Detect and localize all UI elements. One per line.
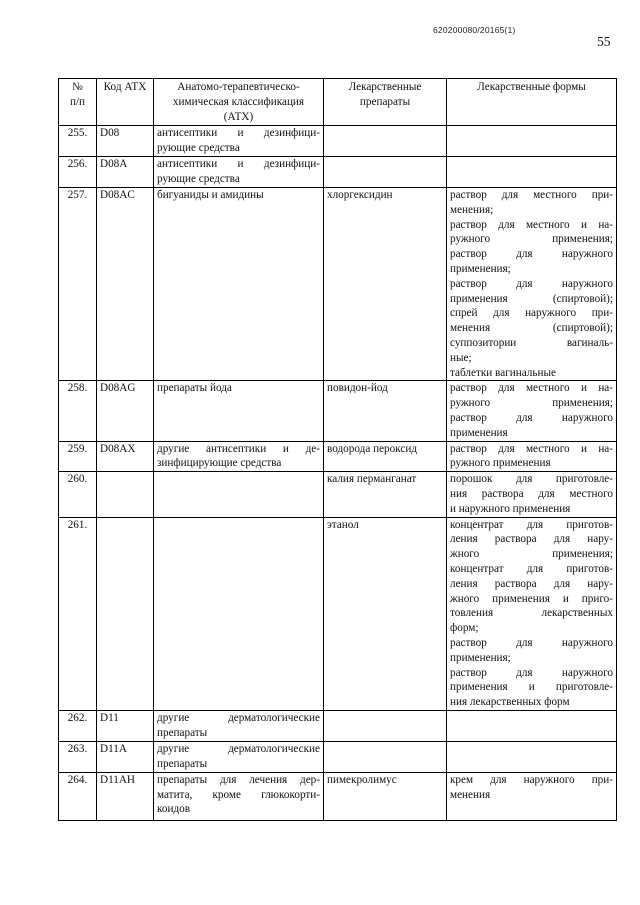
cell-drug: этанол <box>324 517 447 710</box>
cell-drug <box>324 157 447 188</box>
cell-text-line: порошок для приготовле- <box>450 473 613 486</box>
cell-text-line: крем для наружного при- <box>450 773 613 786</box>
cell-classification <box>154 741 324 772</box>
cell-text-line: раствор для местного и на- <box>450 382 613 395</box>
cell-row-number: 258. <box>59 381 97 441</box>
cell-text-line: и наружного применения <box>450 502 571 515</box>
cell-text-line: другие дерматологические <box>157 742 320 755</box>
cell-classification <box>154 188 324 381</box>
cell-row-number: 264. <box>59 772 97 820</box>
cell-text-line: антисептики и дезинфици- <box>157 158 320 170</box>
cell-text-line: ления раствора для нару- <box>450 577 613 590</box>
cell-text-line: раствор для наружного <box>450 411 613 424</box>
cell-row-number: 262. <box>59 710 97 741</box>
table-row <box>59 710 617 741</box>
cell-text-line: рующие средства <box>157 141 240 154</box>
cell-atc-code: D11 <box>97 710 154 741</box>
cell-row-number: 263. <box>59 741 97 772</box>
cell-text-line: другие антисептики и де- <box>157 442 320 455</box>
table-body <box>59 126 617 821</box>
cell-dosage-forms <box>447 126 617 157</box>
cell-dosage-forms <box>447 741 617 772</box>
table-row <box>59 741 617 772</box>
cell-text-line: ния раствора для местного <box>450 487 613 500</box>
cell-dosage-forms <box>447 157 617 188</box>
cell-row-number: 260. <box>59 472 97 517</box>
cell-text-line: ружного применения; <box>450 233 613 246</box>
cell-text-line: ружного применения <box>450 457 551 470</box>
cell-row-number: 261. <box>59 517 97 710</box>
cell-text-line: антисептики и дезинфици- <box>157 127 320 139</box>
table-row <box>59 381 617 441</box>
cell-classification <box>154 517 324 710</box>
cell-row-number: 256. <box>59 157 97 188</box>
cell-text-line: концентрат для приготов- <box>450 518 613 531</box>
cell-classification <box>154 772 324 820</box>
table-row <box>59 472 617 517</box>
cell-text-line: менения (спиртовой); <box>450 322 613 335</box>
table-row <box>59 441 617 472</box>
header-line: № <box>72 81 83 93</box>
cell-text-line: раствор для наружного <box>450 666 613 679</box>
cell-atc-code <box>97 472 154 517</box>
cell-text-line: зинфицирующие средства <box>157 457 282 470</box>
col-header-drugs <box>324 79 447 126</box>
cell-text-line: ния лекарственных форм <box>450 696 570 709</box>
cell-text-line: концентрат для приготов- <box>450 562 613 575</box>
cell-classification <box>154 126 324 157</box>
cell-atc-code: D11A <box>97 741 154 772</box>
header-line: п/п <box>69 95 86 108</box>
cell-classification <box>154 157 324 188</box>
header-line: химическая классификация <box>172 95 305 108</box>
cell-text-line: раствор для местного при- <box>450 189 613 201</box>
cell-dosage-forms <box>447 472 617 517</box>
table-row <box>59 772 617 820</box>
cell-text-line: спрей для наружного при- <box>450 307 613 320</box>
cell-drug <box>324 741 447 772</box>
cell-text-line: товления лекарственных <box>450 607 613 620</box>
cell-classification <box>154 472 324 517</box>
cell-drug: хлоргексидин <box>324 188 447 381</box>
table-row <box>59 157 617 188</box>
header-line: Лекарственные формы <box>477 81 586 93</box>
cell-text-line: матита, кроме глюкокорти- <box>157 788 320 801</box>
cell-text-line: раствор для местного и на- <box>450 442 613 455</box>
table-header-row <box>59 79 617 126</box>
cell-dosage-forms <box>447 517 617 710</box>
cell-drug: повидон-йод <box>324 381 447 441</box>
cell-text-line: таблетки вагинальные <box>450 366 556 379</box>
cell-row-number: 255. <box>59 126 97 157</box>
cell-atc-code: D08AG <box>97 381 154 441</box>
cell-text-line: менения; <box>450 203 494 216</box>
cell-drug <box>324 710 447 741</box>
document-id: 620200080/20165(1) <box>433 25 516 35</box>
cell-text-line: раствор для наружного <box>450 248 613 261</box>
table-row <box>59 126 617 157</box>
cell-text-line: препараты <box>157 726 208 739</box>
cell-text-line: форм; <box>450 622 479 635</box>
cell-text-line: применения; <box>450 262 511 275</box>
header-line: (АТХ) <box>223 110 254 123</box>
cell-text-line: препараты йода <box>157 382 232 395</box>
cell-text-line: применения (спиртовой); <box>450 292 613 305</box>
cell-text-line: другие дерматологические <box>157 711 320 724</box>
cell-text-line: препараты для лечения дер- <box>157 773 320 786</box>
cell-atc-code: D08 <box>97 126 154 157</box>
cell-row-number: 257. <box>59 188 97 381</box>
cell-text-line: применения; <box>450 651 511 664</box>
cell-drug: калия перманганат <box>324 472 447 517</box>
table-row <box>59 517 617 710</box>
cell-text-line: раствор для наружного <box>450 277 613 290</box>
header-line: Лекарственные <box>348 81 422 93</box>
cell-drug: пимекролимус <box>324 772 447 820</box>
cell-dosage-forms <box>447 441 617 472</box>
col-header-atc-code <box>97 79 154 126</box>
cell-text-line: жного применения и приго- <box>450 592 613 605</box>
cell-text-line: суппозитории вагиналь- <box>450 336 613 349</box>
col-header-classification <box>154 79 324 126</box>
cell-text-line: жного применения; <box>450 548 613 561</box>
cell-dosage-forms <box>447 772 617 820</box>
cell-drug: водорода пероксид <box>324 441 447 472</box>
col-header-dosage-forms <box>447 79 617 126</box>
cell-text-line: бигуаниды и амидины <box>157 189 264 201</box>
cell-atc-code: D08AX <box>97 441 154 472</box>
table-row <box>59 188 617 381</box>
cell-dosage-forms <box>447 710 617 741</box>
cell-text-line: коидов <box>157 803 191 816</box>
atc-drug-table <box>58 78 617 821</box>
col-header-number <box>59 79 97 126</box>
header-line: Код АТХ <box>103 81 147 93</box>
cell-text-line: применения <box>450 426 508 439</box>
cell-text-line: менения <box>450 788 491 801</box>
cell-text-line: раствор для наружного <box>450 636 613 649</box>
cell-drug <box>324 126 447 157</box>
header-line: препараты <box>359 95 411 108</box>
cell-atc-code <box>97 517 154 710</box>
cell-classification <box>154 441 324 472</box>
header-line: Анатомо-терапевтическо- <box>177 81 300 93</box>
cell-atc-code: D08AC <box>97 188 154 381</box>
cell-text-line: ные; <box>450 351 472 364</box>
cell-row-number: 259. <box>59 441 97 472</box>
cell-text-line: ружного применения; <box>450 397 613 410</box>
cell-text-line: раствор для местного и на- <box>450 218 613 231</box>
cell-text-line: применения и приготовле- <box>450 681 613 694</box>
cell-atc-code: D08A <box>97 157 154 188</box>
page-number: 55 <box>597 34 611 49</box>
cell-text-line: рующие средства <box>157 172 240 185</box>
cell-text-line: препараты <box>157 757 208 770</box>
cell-atc-code: D11AH <box>97 772 154 820</box>
cell-text-line: ления раствора для нару- <box>450 533 613 546</box>
cell-classification <box>154 381 324 441</box>
cell-classification <box>154 710 324 741</box>
cell-dosage-forms <box>447 381 617 441</box>
cell-dosage-forms <box>447 188 617 381</box>
